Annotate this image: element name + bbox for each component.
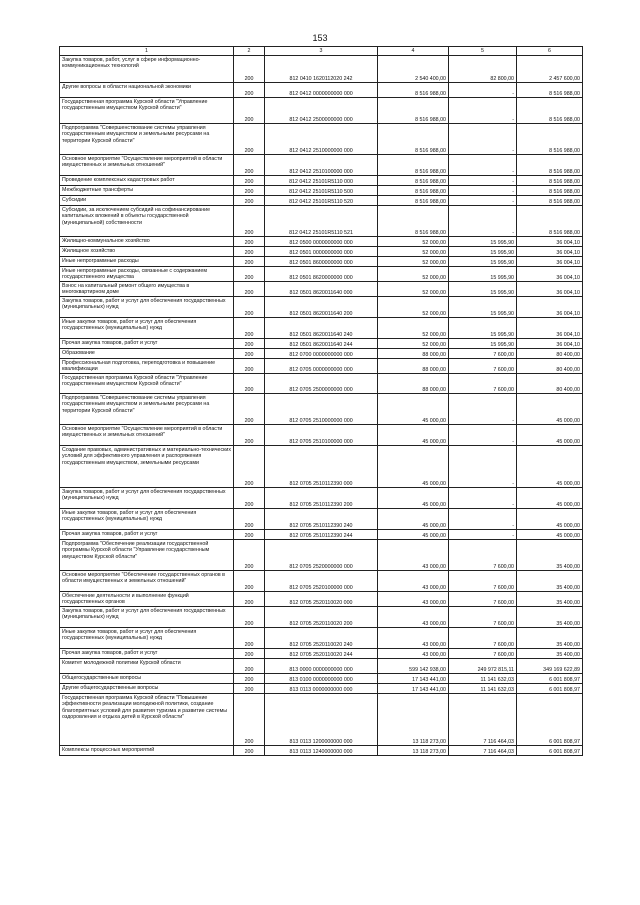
table-row bbox=[60, 339, 583, 349]
row-executed-cell: 15 995,90 bbox=[449, 237, 517, 247]
row-name-cell: Закупка товаров, работ, услуг в сфере информационно-коммуникационных технологий bbox=[60, 56, 234, 83]
table-row bbox=[60, 297, 583, 318]
row-executed-cell: - bbox=[449, 206, 517, 237]
row-executed-cell: 7 600,00 bbox=[449, 571, 517, 592]
table-row bbox=[60, 530, 583, 540]
table-row bbox=[60, 659, 583, 674]
row-remaining-cell: 80 400,00 bbox=[517, 349, 583, 359]
row-line-code-cell: 200 bbox=[234, 509, 265, 530]
row-remaining-cell: 8 516 988,00 bbox=[517, 124, 583, 155]
row-name-cell: Государственная программа Курской области "Повышение эффективности реализации молодежной политики, создание благоприятных условий для развития туризма и развитие системы оздоровления и отдыха детей в Курской области" bbox=[60, 694, 234, 746]
row-line-code-cell: 200 bbox=[234, 530, 265, 540]
row-approved-cell: 52 000,00 bbox=[378, 297, 449, 318]
row-remaining-cell: 45 000,00 bbox=[517, 425, 583, 446]
row-approved-cell: 43 000,00 bbox=[378, 628, 449, 649]
row-remaining-cell: 80 400,00 bbox=[517, 359, 583, 374]
row-executed-cell: 15 995,90 bbox=[449, 318, 517, 339]
row-executed-cell: 15 995,90 bbox=[449, 339, 517, 349]
table-row bbox=[60, 267, 583, 282]
row-name-cell: Прочая закупка товаров, работ и услуг bbox=[60, 339, 234, 349]
row-name-cell: Субсидии, за исключением субсидий на софинансирование капитальных вложений в объекты государственной (муниципальной) собственности bbox=[60, 206, 234, 237]
row-approved-cell: 43 000,00 bbox=[378, 607, 449, 628]
row-line-code-cell: 200 bbox=[234, 282, 265, 297]
table-row bbox=[60, 746, 583, 756]
table-row bbox=[60, 628, 583, 649]
row-line-code-cell: 200 bbox=[234, 176, 265, 186]
row-budget-code-cell: 812 0501 8620011640 200 bbox=[265, 297, 378, 318]
row-line-code-cell: 200 bbox=[234, 628, 265, 649]
row-remaining-cell: 35 400,00 bbox=[517, 540, 583, 571]
row-budget-code-cell: 812 0705 2510000000 000 bbox=[265, 394, 378, 425]
row-budget-code-cell: 812 0412 2510100000 000 bbox=[265, 155, 378, 176]
row-name-cell: Основное мероприятие "Осуществление мероприятий в области имущественных и земельных отношений" bbox=[60, 155, 234, 176]
table-row bbox=[60, 176, 583, 186]
row-budget-code-cell: 812 0412 25101R5110 500 bbox=[265, 186, 378, 196]
row-remaining-cell: 80 400,00 bbox=[517, 374, 583, 394]
table-row bbox=[60, 237, 583, 247]
header-cell: 6 bbox=[517, 47, 583, 56]
row-executed-cell: 7 600,00 bbox=[449, 540, 517, 571]
row-budget-code-cell: 812 0700 0000000000 000 bbox=[265, 349, 378, 359]
row-remaining-cell: 8 516 988,00 bbox=[517, 83, 583, 98]
row-remaining-cell: 36 004,10 bbox=[517, 247, 583, 257]
row-name-cell: Иные непрограммные расходы bbox=[60, 257, 234, 267]
row-name-cell: Субсидии bbox=[60, 196, 234, 206]
row-budget-code-cell: 812 0705 2520110020 200 bbox=[265, 607, 378, 628]
row-remaining-cell: 35 400,00 bbox=[517, 649, 583, 659]
table-row bbox=[60, 206, 583, 237]
row-remaining-cell: 35 400,00 bbox=[517, 628, 583, 649]
row-approved-cell: 8 516 988,00 bbox=[378, 98, 449, 124]
row-line-code-cell: 200 bbox=[234, 206, 265, 237]
header-cell: 2 bbox=[234, 47, 265, 56]
row-budget-code-cell: 813 0113 1240000000 000 bbox=[265, 746, 378, 756]
row-name-cell: Иные закупки товаров, работ и услуг для обеспечения государственных (муниципальных) нужд bbox=[60, 318, 234, 339]
row-executed-cell: 15 995,90 bbox=[449, 247, 517, 257]
row-name-cell: Подпрограмма "Совершенствование системы управления государственным имуществом и земельными ресурсами на территории Курской области" bbox=[60, 124, 234, 155]
row-name-cell: Комитет молодежной политики Курской области bbox=[60, 659, 234, 674]
row-approved-cell: 17 143 441,00 bbox=[378, 674, 449, 684]
row-approved-cell: 88 000,00 bbox=[378, 349, 449, 359]
row-executed-cell: 11 141 632,03 bbox=[449, 684, 517, 694]
row-approved-cell: 52 000,00 bbox=[378, 247, 449, 257]
row-line-code-cell: 200 bbox=[234, 186, 265, 196]
row-line-code-cell: 200 bbox=[234, 267, 265, 282]
row-name-cell: Государственная программа Курской области "Управление государственным имуществом Курской области" bbox=[60, 374, 234, 394]
row-line-code-cell: 200 bbox=[234, 659, 265, 674]
row-executed-cell: 7 600,00 bbox=[449, 649, 517, 659]
row-remaining-cell: 8 516 988,00 bbox=[517, 155, 583, 176]
row-remaining-cell: 36 004,10 bbox=[517, 267, 583, 282]
table-row bbox=[60, 374, 583, 394]
row-approved-cell: 8 516 988,00 bbox=[378, 155, 449, 176]
row-executed-cell: - bbox=[449, 530, 517, 540]
table-row bbox=[60, 247, 583, 257]
row-budget-code-cell: 812 0705 2520110020 000 bbox=[265, 592, 378, 607]
row-line-code-cell: 200 bbox=[234, 488, 265, 509]
row-approved-cell: 599 142 938,00 bbox=[378, 659, 449, 674]
row-remaining-cell: 45 000,00 bbox=[517, 509, 583, 530]
row-budget-code-cell: 812 0412 25101R5110 000 bbox=[265, 176, 378, 186]
table-row bbox=[60, 607, 583, 628]
row-name-cell: Межбюджетные трансферты bbox=[60, 186, 234, 196]
row-budget-code-cell: 812 0705 0000000000 000 bbox=[265, 359, 378, 374]
row-approved-cell: 45 000,00 bbox=[378, 488, 449, 509]
row-remaining-cell: 35 400,00 bbox=[517, 571, 583, 592]
row-name-cell: Прочая закупка товаров, работ и услуг bbox=[60, 649, 234, 659]
row-name-cell: Общегосударственные вопросы bbox=[60, 674, 234, 684]
row-remaining-cell: 45 000,00 bbox=[517, 446, 583, 488]
row-line-code-cell: 200 bbox=[234, 592, 265, 607]
row-name-cell: Проведение комплексных кадастровых работ bbox=[60, 176, 234, 186]
row-approved-cell: 52 000,00 bbox=[378, 282, 449, 297]
row-executed-cell: 7 600,00 bbox=[449, 592, 517, 607]
row-name-cell: Закупка товаров, работ и услуг для обеспечения государственных (муниципальных) нужд bbox=[60, 297, 234, 318]
row-remaining-cell: 8 516 988,00 bbox=[517, 186, 583, 196]
table-row bbox=[60, 592, 583, 607]
row-budget-code-cell: 812 0705 2520100000 000 bbox=[265, 571, 378, 592]
row-executed-cell: 7 600,00 bbox=[449, 349, 517, 359]
table-row bbox=[60, 425, 583, 446]
row-approved-cell: 45 000,00 bbox=[378, 530, 449, 540]
row-line-code-cell: 200 bbox=[234, 694, 265, 746]
row-line-code-cell: 200 bbox=[234, 339, 265, 349]
row-approved-cell: 13 118 273,00 bbox=[378, 746, 449, 756]
table-row bbox=[60, 694, 583, 746]
table-row bbox=[60, 196, 583, 206]
row-executed-cell: 11 141 632,03 bbox=[449, 674, 517, 684]
row-line-code-cell: 200 bbox=[234, 98, 265, 124]
row-approved-cell: 8 516 988,00 bbox=[378, 196, 449, 206]
row-budget-code-cell: 812 0705 2510112390 240 bbox=[265, 509, 378, 530]
row-executed-cell: 15 995,90 bbox=[449, 267, 517, 282]
row-name-cell: Создание правовых, административных и материально-технических условий для эффективного управления и распоряжения государственным имуществом, земельными ресурсами bbox=[60, 446, 234, 488]
row-name-cell: Иные непрограммные расходы, связанные с содержанием государственного имущества bbox=[60, 267, 234, 282]
row-name-cell: Прочая закупка товаров, работ и услуг bbox=[60, 530, 234, 540]
row-remaining-cell: 45 000,00 bbox=[517, 488, 583, 509]
row-remaining-cell: 35 400,00 bbox=[517, 607, 583, 628]
row-executed-cell: 7 600,00 bbox=[449, 607, 517, 628]
row-line-code-cell: 200 bbox=[234, 318, 265, 339]
row-budget-code-cell: 812 0412 25101R5110 521 bbox=[265, 206, 378, 237]
row-name-cell: Другие вопросы в области национальной экономики bbox=[60, 83, 234, 98]
row-line-code-cell: 200 bbox=[234, 684, 265, 694]
table-row bbox=[60, 674, 583, 684]
table-row bbox=[60, 186, 583, 196]
table-row bbox=[60, 540, 583, 571]
row-line-code-cell: 200 bbox=[234, 56, 265, 83]
table-row bbox=[60, 155, 583, 176]
row-remaining-cell: 36 004,10 bbox=[517, 257, 583, 267]
row-approved-cell: 88 000,00 bbox=[378, 359, 449, 374]
row-line-code-cell: 200 bbox=[234, 196, 265, 206]
row-name-cell: Жилищное хозяйство bbox=[60, 247, 234, 257]
row-name-cell: Профессиональная подготовка, переподготовка и повышение квалификации bbox=[60, 359, 234, 374]
row-line-code-cell: 200 bbox=[234, 394, 265, 425]
row-executed-cell: 15 995,90 bbox=[449, 297, 517, 318]
row-line-code-cell: 200 bbox=[234, 257, 265, 267]
row-approved-cell: 52 000,00 bbox=[378, 318, 449, 339]
row-remaining-cell: 8 516 988,00 bbox=[517, 98, 583, 124]
row-remaining-cell: 6 001 808,97 bbox=[517, 674, 583, 684]
row-budget-code-cell: 812 0410 1620112020 242 bbox=[265, 56, 378, 83]
row-remaining-cell: 36 004,10 bbox=[517, 237, 583, 247]
row-name-cell: Закупка товаров, работ и услуг для обеспечения государственных (муниципальных) нужд bbox=[60, 607, 234, 628]
row-budget-code-cell: 812 0412 2500000000 000 bbox=[265, 98, 378, 124]
table-row bbox=[60, 257, 583, 267]
row-budget-code-cell: 813 0113 0000000000 000 bbox=[265, 684, 378, 694]
row-line-code-cell: 200 bbox=[234, 674, 265, 684]
row-executed-cell: 249 972 815,11 bbox=[449, 659, 517, 674]
row-line-code-cell: 200 bbox=[234, 649, 265, 659]
row-budget-code-cell: 813 0113 1200000000 000 bbox=[265, 694, 378, 746]
row-budget-code-cell: 812 0705 2510112390 000 bbox=[265, 446, 378, 488]
row-line-code-cell: 200 bbox=[234, 540, 265, 571]
row-remaining-cell: 6 001 808,97 bbox=[517, 746, 583, 756]
row-name-cell: Иные закупки товаров, работ и услуг для обеспечения государственных (муниципальных) нужд bbox=[60, 509, 234, 530]
header-cell: 3 bbox=[265, 47, 378, 56]
row-budget-code-cell: 812 0412 0000000000 000 bbox=[265, 83, 378, 98]
row-line-code-cell: 200 bbox=[234, 155, 265, 176]
table-row bbox=[60, 318, 583, 339]
row-line-code-cell: 200 bbox=[234, 607, 265, 628]
table-row bbox=[60, 684, 583, 694]
row-approved-cell: 52 000,00 bbox=[378, 237, 449, 247]
row-executed-cell: 7 116 464,03 bbox=[449, 746, 517, 756]
row-remaining-cell: 6 001 808,97 bbox=[517, 684, 583, 694]
row-approved-cell: 45 000,00 bbox=[378, 446, 449, 488]
row-remaining-cell: 349 169 622,89 bbox=[517, 659, 583, 674]
row-executed-cell: - bbox=[449, 176, 517, 186]
row-line-code-cell: 200 bbox=[234, 359, 265, 374]
row-executed-cell: - bbox=[449, 124, 517, 155]
row-line-code-cell: 200 bbox=[234, 746, 265, 756]
table-row bbox=[60, 124, 583, 155]
table-row bbox=[60, 282, 583, 297]
table-row bbox=[60, 394, 583, 425]
row-line-code-cell: 200 bbox=[234, 425, 265, 446]
row-name-cell: Обеспечение деятельности и выполнение функций государственных органов bbox=[60, 592, 234, 607]
row-line-code-cell: 200 bbox=[234, 349, 265, 359]
row-budget-code-cell: 812 0501 8620011640 000 bbox=[265, 282, 378, 297]
row-budget-code-cell: 812 0705 2520000000 000 bbox=[265, 540, 378, 571]
row-executed-cell: - bbox=[449, 83, 517, 98]
row-name-cell: Закупка товаров, работ и услуг для обеспечения государственных (муниципальных) нужд bbox=[60, 488, 234, 509]
row-approved-cell: 8 516 988,00 bbox=[378, 124, 449, 155]
row-executed-cell: - bbox=[449, 394, 517, 425]
row-approved-cell: 8 516 988,00 bbox=[378, 83, 449, 98]
row-budget-code-cell: 812 0705 2500000000 000 bbox=[265, 374, 378, 394]
row-budget-code-cell: 812 0501 0000000000 000 bbox=[265, 247, 378, 257]
row-name-cell: Подпрограмма "Обеспечение реализации государственной программы Курской области "Управление государственным имуществом Курской области" bbox=[60, 540, 234, 571]
row-approved-cell: 8 516 988,00 bbox=[378, 206, 449, 237]
table-row bbox=[60, 349, 583, 359]
row-budget-code-cell: 812 0501 8600000000 000 bbox=[265, 257, 378, 267]
row-line-code-cell: 200 bbox=[234, 237, 265, 247]
row-executed-cell: - bbox=[449, 488, 517, 509]
row-line-code-cell: 200 bbox=[234, 446, 265, 488]
row-remaining-cell: 35 400,00 bbox=[517, 592, 583, 607]
row-executed-cell: - bbox=[449, 196, 517, 206]
table-row bbox=[60, 649, 583, 659]
row-approved-cell: 13 118 273,00 bbox=[378, 694, 449, 746]
row-budget-code-cell: 812 0705 2510100000 000 bbox=[265, 425, 378, 446]
row-approved-cell: 43 000,00 bbox=[378, 649, 449, 659]
row-budget-code-cell: 812 0501 8620000000 000 bbox=[265, 267, 378, 282]
row-remaining-cell: 2 457 600,00 bbox=[517, 56, 583, 83]
row-name-cell: Взнос на капитальный ремонт общего имущества в многоквартирном доме bbox=[60, 282, 234, 297]
row-executed-cell: - bbox=[449, 186, 517, 196]
row-budget-code-cell: 812 0705 2520110020 240 bbox=[265, 628, 378, 649]
table-row bbox=[60, 56, 583, 83]
row-remaining-cell: 6 001 808,97 bbox=[517, 694, 583, 746]
row-budget-code-cell: 812 0412 2510000000 000 bbox=[265, 124, 378, 155]
row-budget-code-cell: 812 0705 2510112390 200 bbox=[265, 488, 378, 509]
row-line-code-cell: 200 bbox=[234, 374, 265, 394]
row-approved-cell: 88 000,00 bbox=[378, 374, 449, 394]
row-name-cell: Комплексы процессных мероприятий bbox=[60, 746, 234, 756]
row-name-cell: Иные закупки товаров, работ и услуг для обеспечения государственных (муниципальных) нужд bbox=[60, 628, 234, 649]
header-cell: 4 bbox=[378, 47, 449, 56]
row-executed-cell: 15 995,90 bbox=[449, 257, 517, 267]
row-line-code-cell: 200 bbox=[234, 124, 265, 155]
table-row bbox=[60, 359, 583, 374]
row-remaining-cell: 36 004,10 bbox=[517, 282, 583, 297]
page-number: 153 bbox=[312, 33, 328, 43]
table-row bbox=[60, 509, 583, 530]
row-budget-code-cell: 812 0501 8620011640 240 bbox=[265, 318, 378, 339]
header-cell: 1 bbox=[60, 47, 234, 56]
row-budget-code-cell: 812 0412 25101R5110 520 bbox=[265, 196, 378, 206]
row-remaining-cell: 36 004,10 bbox=[517, 318, 583, 339]
row-executed-cell: - bbox=[449, 98, 517, 124]
row-remaining-cell: 8 516 988,00 bbox=[517, 206, 583, 237]
table-header-row bbox=[60, 47, 583, 56]
header-cell: 5 bbox=[449, 47, 517, 56]
row-approved-cell: 52 000,00 bbox=[378, 267, 449, 282]
row-name-cell: Образование bbox=[60, 349, 234, 359]
table-row bbox=[60, 83, 583, 98]
row-approved-cell: 45 000,00 bbox=[378, 509, 449, 530]
row-approved-cell: 52 000,00 bbox=[378, 257, 449, 267]
row-executed-cell: 15 995,90 bbox=[449, 282, 517, 297]
row-executed-cell: - bbox=[449, 425, 517, 446]
row-line-code-cell: 200 bbox=[234, 571, 265, 592]
row-budget-code-cell: 812 0501 8620011640 244 bbox=[265, 339, 378, 349]
row-approved-cell: 45 000,00 bbox=[378, 394, 449, 425]
row-remaining-cell: 45 000,00 bbox=[517, 530, 583, 540]
row-budget-code-cell: 812 0500 0000000000 000 bbox=[265, 237, 378, 247]
row-budget-code-cell: 812 0705 2520110020 244 bbox=[265, 649, 378, 659]
row-approved-cell: 2 540 400,00 bbox=[378, 56, 449, 83]
row-approved-cell: 17 143 441,00 bbox=[378, 684, 449, 694]
row-executed-cell: 7 116 464,03 bbox=[449, 694, 517, 746]
row-line-code-cell: 200 bbox=[234, 83, 265, 98]
table-row bbox=[60, 446, 583, 488]
row-approved-cell: 43 000,00 bbox=[378, 571, 449, 592]
row-approved-cell: 8 516 988,00 bbox=[378, 176, 449, 186]
row-remaining-cell: 8 516 988,00 bbox=[517, 176, 583, 186]
budget-table bbox=[59, 46, 583, 756]
row-budget-code-cell: 813 0100 0000000000 000 bbox=[265, 674, 378, 684]
row-budget-code-cell: 812 0705 2510112390 244 bbox=[265, 530, 378, 540]
row-name-cell: Государственная программа Курской области "Управление государственным имуществом Курской области" bbox=[60, 98, 234, 124]
row-executed-cell: - bbox=[449, 446, 517, 488]
table-row bbox=[60, 488, 583, 509]
row-name-cell: Основное мероприятие "Обеспечение государственных органов в области имущественных и земельных отношений" bbox=[60, 571, 234, 592]
row-executed-cell: 7 600,00 bbox=[449, 359, 517, 374]
table-row bbox=[60, 98, 583, 124]
row-remaining-cell: 45 000,00 bbox=[517, 394, 583, 425]
row-executed-cell: 7 600,00 bbox=[449, 628, 517, 649]
row-name-cell: Подпрограмма "Совершенствование системы управления государственным имуществом и земельными ресурсами на территории Курской области" bbox=[60, 394, 234, 425]
row-remaining-cell: 36 004,10 bbox=[517, 339, 583, 349]
row-executed-cell: 7 600,00 bbox=[449, 374, 517, 394]
row-approved-cell: 45 000,00 bbox=[378, 425, 449, 446]
row-remaining-cell: 8 516 988,00 bbox=[517, 196, 583, 206]
row-executed-cell: - bbox=[449, 155, 517, 176]
row-approved-cell: 52 000,00 bbox=[378, 339, 449, 349]
row-approved-cell: 43 000,00 bbox=[378, 540, 449, 571]
row-line-code-cell: 200 bbox=[234, 297, 265, 318]
row-name-cell: Другие общегосударственные вопросы bbox=[60, 684, 234, 694]
row-executed-cell: 82 800,00 bbox=[449, 56, 517, 83]
table-row bbox=[60, 571, 583, 592]
row-budget-code-cell: 813 0000 0000000000 000 bbox=[265, 659, 378, 674]
row-name-cell: Основное мероприятие "Осуществление мероприятий в области имущественных и земельных отношений" bbox=[60, 425, 234, 446]
row-approved-cell: 43 000,00 bbox=[378, 592, 449, 607]
row-remaining-cell: 36 004,10 bbox=[517, 297, 583, 318]
row-line-code-cell: 200 bbox=[234, 247, 265, 257]
row-name-cell: Жилищно-коммунальное хозяйство bbox=[60, 237, 234, 247]
row-executed-cell: - bbox=[449, 509, 517, 530]
row-approved-cell: 8 516 988,00 bbox=[378, 186, 449, 196]
